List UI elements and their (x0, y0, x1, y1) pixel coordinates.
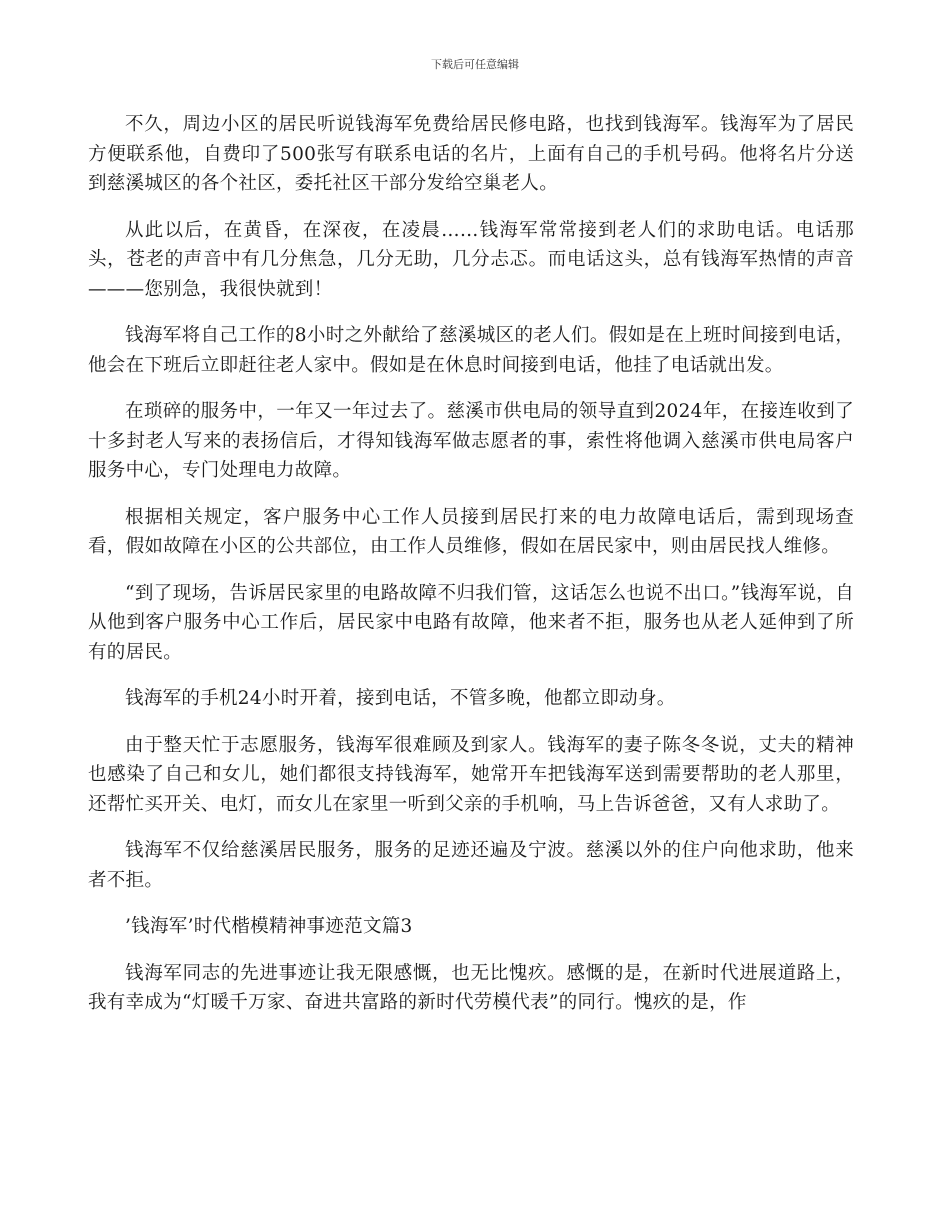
paragraph-9: 钱海军不仅给慈溪居民服务，服务的足迹还遍及宁波。慈溪以外的住户向他求助，他来者不拒。 (88, 840, 854, 891)
page-header: 下载后可任意编辑 (431, 58, 519, 71)
paragraph-6: “到了现场，告诉居民家里的电路故障不归我们管，这话怎么也说不出口。”钱海军说，自从他到客户服务中心工作后，居民家中电路有故障，他来者不拒，服务也从老人延伸到了所有的居民。 (88, 582, 854, 663)
paragraph-3: 钱海军将自己工作的8小时之外献给了慈溪城区的老人们。假如是在上班时间接到电话，他会在下班后立即赶往老人家中。假如是在休息时间接到电话，他挂了电话就出发。 (88, 325, 854, 376)
paragraph-1: 不久，周边小区的居民听说钱海军免费给居民修电路，也找到钱海军。钱海军为了居民方便联系他，自费印了500张写有联系电话的名片，上面有自己的手机号码。他将名片分送到慈溪城区的各个社区，委托社区干部分发给空巢老人。 (88, 114, 854, 194)
paragraph-5: 根据相关规定，客户服务中心工作人员接到居民打来的电力故障电话后，需到现场查看，假如故障在小区的公共部位，由工作人员维修，假如在居民家中，则由居民找人维修。 (88, 506, 854, 557)
paragraph-8: 由于整天忙于志愿服务，钱海军很难顾及到家人。钱海军的妻子陈冬冬说，丈夫的精神也感染了自己和女儿，她们都很支持钱海军，她常开车把钱海军送到需要帮助的老人那里，还帮忙买开关、电灯，而女儿在家里一听到父亲的手机响，马上告诉爸爸，又有人求助了。 (88, 734, 854, 815)
paragraph-2: 从此以后，在黄昏，在深夜，在凌晨……钱海军常常接到老人们的求助电话。电话那头，苍老的声音中有几分焦急，几分无助，几分忐忑。而电话这头，总有钱海军热情的声音———您别急，我很快就到！ (88, 219, 854, 300)
section-heading: ’钱海军’时代楷模精神事迹范文篇3 (125, 916, 413, 937)
paragraph-4: 在琐碎的服务中，一年又一年过去了。慈溪市供电局的领导直到2024年，在接连收到了十多封老人写来的表扬信后，才得知钱海军做志愿者的事，索性将他调入慈溪市供电局客户服务中心，专门处理电力故障。 (88, 401, 854, 481)
paragraph-10: 钱海军同志的先进事迹让我无限感慨，也无比愧疚。感慨的是，在新时代进展道路上，我有幸成为“灯暖千万家、奋进共富路的新时代劳模代表”的同行。愧疚的是，作 (88, 962, 854, 1013)
paragraph-7: 钱海军的手机24小时开着，接到电话，不管多晚，他都立即动身。 (125, 688, 676, 709)
document-body (88, 110, 854, 1035)
